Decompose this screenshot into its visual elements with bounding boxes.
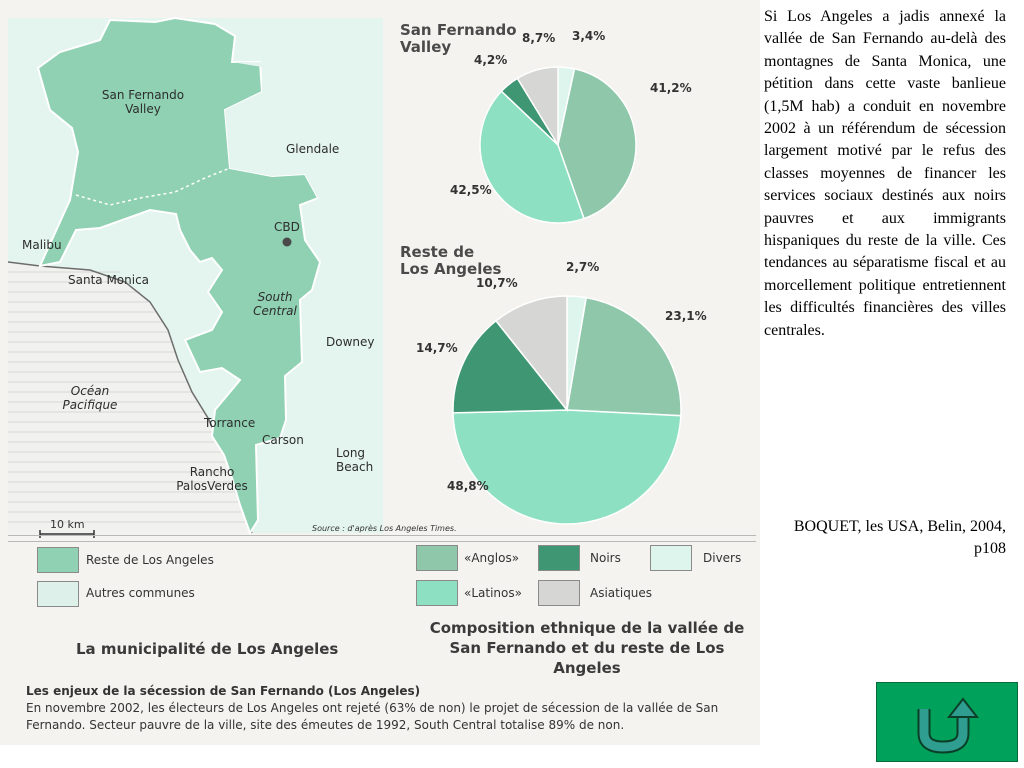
- label-ocean-pacifique: Océan Pacifique: [62, 384, 118, 412]
- label-malibu: Malibu: [22, 238, 62, 252]
- label-glendale: Glendale: [286, 142, 340, 156]
- legend-swatch-autres-communes: [37, 581, 79, 607]
- label-rancho-palos-verdes: Rancho PalosVerdes: [176, 465, 248, 493]
- legend-label-latinos: «Latinos»: [464, 586, 522, 600]
- pie2-slice-anglos: [567, 298, 681, 416]
- legend-label-autres-communes: Autres communes: [86, 586, 195, 600]
- u-turn-arrow-icon: [877, 683, 1017, 761]
- legend-label-asiatiques: Asiatiques: [590, 586, 653, 600]
- pie2-label-asiatiques: 10,7%: [476, 276, 518, 290]
- side-paragraph: Si Los Angeles a jadis annexé la vallée de San Fernando au-delà des montagnes de Santa Monica, une pétition dans cette vaste banlieue (1,5M hab) a conduit en novembre 2002 à un référendum de sécession largement motivé par le refus des classes moyennes de financer les services sociaux destinés aux noirs pauvres et aux immigrants hispaniques du reste de la ville. Ces tendances au séparatisme fiscal et au morcellement politique entretiennent les difficultés financières des villes centrales.: [764, 8, 1006, 339]
- legend-label-divers: Divers: [703, 551, 742, 565]
- label-santa-monica: Santa Monica: [68, 273, 150, 287]
- pie1-label-asiatiques: 8,7%: [522, 31, 556, 45]
- pie1-label-noirs: 4,2%: [474, 53, 508, 67]
- legend-label-anglos: «Anglos»: [464, 551, 520, 565]
- caption-heading: Les enjeux de la sécession de San Fernando (Los Angeles): [26, 684, 421, 698]
- legend-label-reste-la: Reste de Los Angeles: [86, 553, 214, 567]
- pie1-label-divers: 3,4%: [572, 29, 606, 43]
- label-downey: Downey: [326, 335, 375, 349]
- label-south-central: South Central: [253, 290, 297, 318]
- pie1-label-anglos: 41,2%: [650, 81, 692, 95]
- map-title: La municipalité de Los Angeles: [76, 640, 339, 658]
- legend-swatch-reste-la: [37, 547, 79, 573]
- pie2-label-noirs: 14,7%: [416, 341, 458, 355]
- pie2-label-anglos: 23,1%: [665, 309, 707, 323]
- label-san-fernando-valley: San Fernando Valley: [101, 88, 185, 116]
- map-source: Source : d'après Los Angeles Times.: [312, 524, 457, 533]
- legend-swatch-asiatiques: [538, 580, 580, 606]
- legend-swatch-noirs: [538, 545, 580, 571]
- legend-divider: [8, 535, 756, 542]
- pie2-title: Reste de Los Angeles: [400, 243, 502, 278]
- pie1-label-latinos: 42,5%: [450, 183, 492, 197]
- caption-note: [26, 683, 736, 734]
- pie2-slice-latinos: [453, 410, 681, 524]
- pie2-label-divers: 2,7%: [566, 260, 600, 274]
- legend-swatch-latinos: [416, 580, 458, 606]
- citation: BOQUET, les USA, Belin, 2004, p108: [793, 518, 1006, 557]
- legend-label-noirs: Noirs: [590, 551, 621, 565]
- label-torrance: Torrance: [204, 416, 256, 430]
- return-button[interactable]: [876, 682, 1018, 762]
- legend-swatch-divers: [650, 545, 692, 571]
- caption-body: En novembre 2002, les électeurs de Los Angeles ont rejeté (63% de non) le projet de sécession de la vallée de San Fernando. Secteur pauvre de la ville, site des émeutes de 1992, South Central totalise 89% de non.: [26, 701, 719, 732]
- pie2-label-latinos: 48,8%: [447, 479, 489, 493]
- label-carson: Carson: [262, 433, 304, 447]
- label-long-beach: Long Beach: [336, 446, 374, 474]
- pie1-title: San Fernando Valley: [400, 21, 517, 56]
- label-cbd: CBD: [274, 220, 300, 234]
- chart-title: Composition ethnique de la vallée de San Fernando et du reste de Los Angeles: [429, 619, 745, 677]
- scale-label: 10 km: [50, 518, 85, 531]
- legend-swatch-anglos: [416, 545, 458, 571]
